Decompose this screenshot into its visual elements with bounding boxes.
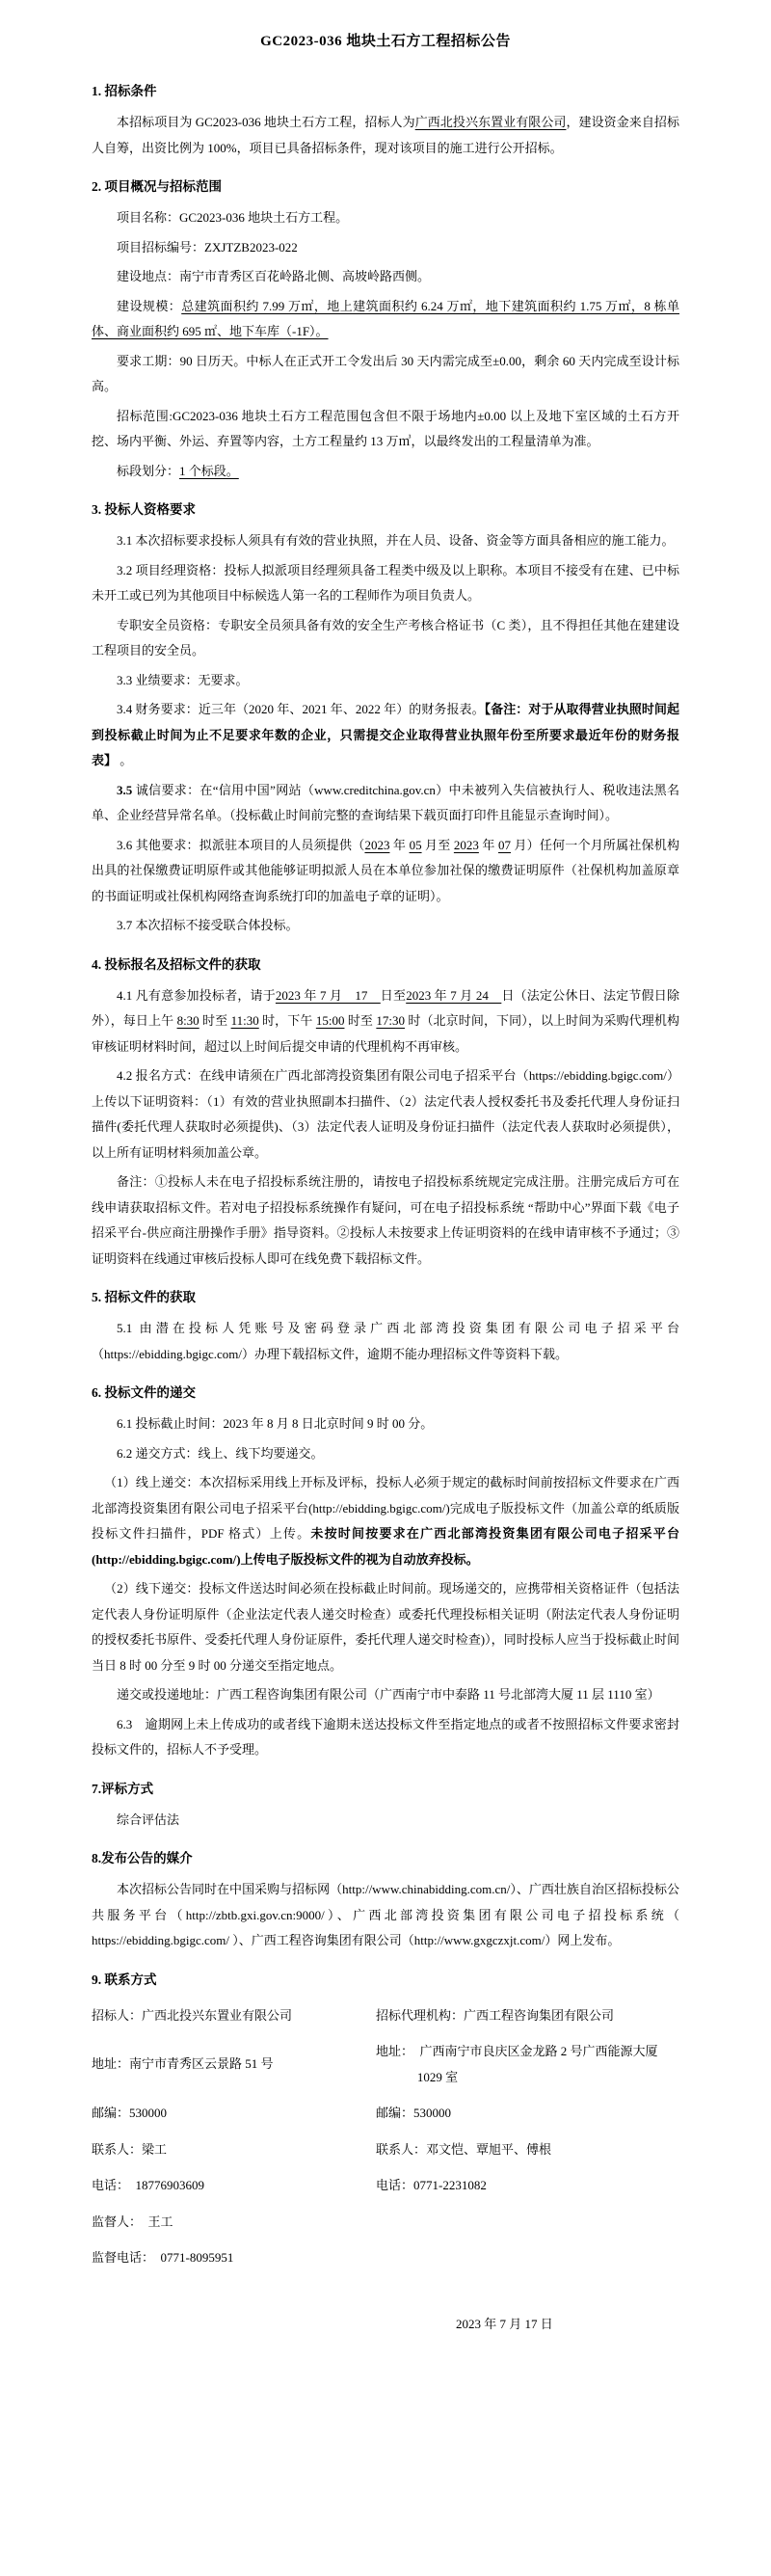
text-run: 3.5 [117, 782, 133, 797]
text-run: 05 [409, 837, 422, 852]
text-run: 2023 年 7 月 24 [406, 987, 502, 1003]
text-run: 3.4 财务要求：近三年（2020 年、2021 年、2022 年）的财务报表。 [117, 702, 485, 716]
paragraph [92, 558, 679, 609]
text-run: 17:30 [376, 1013, 405, 1028]
section-heading [92, 1285, 679, 1310]
paragraph [92, 1169, 679, 1272]
contact-left: 监督电话： 0771-8095951 [92, 2250, 234, 2265]
text-run: 专职安全员资格：专职安全员须具备有效的安全生产考核合格证书（C 类），且不得担任其他在建建设工程项目的安全员。 [92, 617, 679, 657]
contact-right: 电话：0771-2231082 [376, 2178, 487, 2192]
text-run: 日至 [380, 987, 407, 1003]
text-run: 3.6 其他要求：拟派驻本项目的人员须提供（ [117, 837, 365, 852]
contact-row [92, 2101, 679, 2127]
paragraph [92, 1712, 679, 1763]
text-run: 广西北投兴东置业有限公司 [414, 115, 567, 129]
text-run: 建设地点：南宁市青秀区百花岭路北侧、高坡岭路西侧。 [117, 269, 431, 283]
text-run: 6.2 递交方式：线上、线下均要递交。 [117, 1445, 324, 1461]
text-run: 本次招标公告同时在中国采购与招标网（http://www.chinabidding.com.cn/）、广西壮族自治区招标投标公共服务平台（http://zbtb.gxi.gov.cn:9000/）、广西北部湾投资集团有限公司电子招投标系统（ https://ebidding.bgigc.com/ ）、广西工程咨询集团有限公司（http://www.gxgczxjt.com/）网上发布。 [92, 1882, 679, 1947]
section-heading [92, 497, 679, 523]
contact-left: 联系人：梁工 [92, 2141, 168, 2157]
paragraph [92, 833, 679, 910]
paragraph [92, 1441, 679, 1467]
section-heading [92, 953, 679, 978]
text-run: 8.发布公告的媒介 [92, 1851, 193, 1865]
text-run: 3.7 本次招标不接受联合体投标。 [117, 918, 299, 932]
section-heading [92, 174, 679, 200]
text-run: 7.评标方式 [92, 1781, 154, 1796]
section-heading [92, 1968, 679, 1993]
contact-left: 邮编：530000 [92, 2106, 168, 2120]
paragraph [92, 778, 679, 829]
paragraph [92, 1470, 679, 1572]
text-run: 建设规模： [117, 298, 182, 313]
paragraph [92, 1808, 679, 1834]
text-run: 备注：①投标人未在电子招投标系统注册的，请按电子招投标系统规定完成注册。注册完成后方可在线申请获取招标文件。若对电子招投标系统操作有疑问，可在电子招投标系统 “帮助中心”界面下载《电子招采平台-供应商注册操作手册》指导资料。②投标人未按要求上传证明资料的在线申请审核不予通过；③证明资料在线通过审核后投标人即可在线免费下载招标文件。 [92, 1174, 679, 1266]
text-run: 年 [389, 837, 410, 852]
text-run: 5.1 由潜在投标人凭账号及密码登录广西北部湾投资集团有限公司电子招采平台（https://ebidding.bgigc.com/）办理下载招标文件，逾期不能办理招标文件等资料下载。 [92, 1321, 679, 1361]
text-run: 6.1 投标截止时间：2023 年 8 月 8 日北京时间 9 时 00 分。 [117, 1416, 434, 1431]
text-run: 2023 [453, 837, 479, 852]
paragraph [92, 1316, 679, 1367]
paragraph [92, 1682, 679, 1708]
contact-right: 地址： 广西南宁市良庆区金龙路 2 号广西能源大厦 1029 室 [376, 2044, 658, 2084]
text-run: 项目招标编号：ZXJTZB2023-022 [117, 239, 298, 255]
text-run: 月）任何一个月所属社保机构出具的社保缴费证明原件或其他能够证明拟派人员在本单位参加社保的缴费证明原件（社保机构加盖原章的书面证明或社保机构网络查询系统打印的加盖电子章的证明）。 [92, 837, 679, 903]
text-run: 要求工期：90 日历天。中标人在正式开工令发出后 30 天内需完成至±0.00，剩余 60 天内完成至设计标高。 [92, 353, 679, 393]
paragraph [92, 110, 679, 161]
text-run: 6. 投标文件的递交 [92, 1385, 196, 1400]
section-heading [92, 1381, 679, 1406]
text-run: 3.2 项目经理资格：投标人拟派项目经理须具备工程类中级及以上职称。本项目不接受有在建、已中标未开工或已列为其他项目中标候选人第一名的工程师作为项目负责人。 [92, 562, 679, 603]
paragraph [92, 1576, 679, 1678]
text-run: 2. 项目概况与招标范围 [92, 179, 222, 194]
contact-row [92, 2245, 679, 2271]
text-run: （2）线下递交：投标文件送达时间必须在投标截止时间前。现场递交的，应携带相关资格证件（包括法定代表人身份证明原件（企业法定代表人递交时检查）或委托代理投标相关证明（附法定代表人身份证明的授权委托书原件、受委托代理人身份证原件，委托代理人递交时检查)），同时投标人应当于投标截止时间当日 8 时 00 分至 9 时 00 分递交至指定地点。 [92, 1581, 679, 1673]
text-run: 标段划分： [117, 463, 180, 478]
announcement-date: 2023 年 7 月 17 日 [456, 2316, 553, 2331]
paragraph [92, 294, 679, 345]
contact-left: 监督人： 王工 [92, 2214, 173, 2229]
contact-left: 招标人：广西北投兴东置业有限公司 [92, 2007, 293, 2023]
paragraph [92, 349, 679, 400]
contact-row [92, 2003, 679, 2029]
text-run: 8:30 [176, 1013, 199, 1028]
contact-left: 地址：南宁市青秀区云景路 51 号 [92, 2056, 274, 2072]
text-run: 1. 招标条件 [92, 84, 157, 98]
paragraph [92, 1411, 679, 1437]
paragraph [92, 913, 679, 939]
contact-rows [92, 2003, 679, 2271]
text-run: 递交或投递地址：广西工程咨询集团有限公司（广西南宁市中泰路 11 号北部湾大厦 11 层 1110 室） [117, 1687, 660, 1702]
text-run: 3. 投标人资格要求 [92, 502, 196, 517]
text-run: 5. 招标文件的获取 [92, 1290, 196, 1304]
text-run: 4.1 凡有意参加投标者，请于 [117, 987, 276, 1003]
text-run: 11:30 [230, 1013, 259, 1028]
paragraph [92, 528, 679, 554]
contact-row [92, 2210, 679, 2236]
paragraph [92, 205, 679, 231]
text-run: 。 [117, 753, 133, 767]
section-heading [92, 79, 679, 104]
page-title: GC2023-036 地块土石方工程招标公告 [260, 34, 511, 49]
paragraph [92, 459, 679, 485]
contact-right: 邮编：530000 [376, 2106, 452, 2120]
text-run: 时至 [199, 1013, 231, 1028]
contact-row [92, 2137, 679, 2163]
document-blocks [92, 79, 679, 1993]
section-heading [92, 1846, 679, 1871]
text-run: 综合评估法 [117, 1811, 180, 1827]
text-run: 时，下午 [258, 1013, 316, 1028]
contact-row [92, 2039, 679, 2090]
text-run: 总建筑面积约 7.99 万㎡，地上建筑面积约 6.24 万㎡，地下建筑面积约 1.75 万㎡，8 栋单体、商业面积约 695 ㎡、地下车库（-1F）。 [92, 298, 679, 338]
text-run: 15:00 [315, 1013, 345, 1028]
text-run: 4. 投标报名及招标文件的获取 [92, 956, 261, 972]
paragraph [92, 1877, 679, 1954]
text-run: 本招标项目为 GC2023-036 地块土石方工程，招标人为 [117, 115, 415, 129]
paragraph [92, 668, 679, 694]
contact-left: 电话： 18776903609 [92, 2178, 205, 2192]
paragraph [92, 404, 679, 455]
paragraph [92, 697, 679, 774]
text-run: ，建设资金来自招标人自筹，出资比例为 100%，项目已具备招标条件，现对该项目的施工进行公开招标。 [92, 115, 679, 155]
text-run: 诚信要求：在“信用中国”网站（www.creditchina.gov.cn）中未被列入失信被执行人、税收违法黑名单、企业经营异常名单。（投标截止时间前完整的查询结果下载页面打印件且能显示查询时间）。 [92, 782, 679, 822]
text-run: 时（北京时间，下同），以上时间为采购代理机构审核证明材料时间，超过以上时间后提交申请的代理机构不再审核。 [92, 1013, 679, 1054]
text-run: 1 个标段。 [179, 463, 239, 478]
text-run: （1）线上递交：本次招标采用线上开标及评标，投标人必须于规定的截标时间前按招标文件要求在广西北部湾投资集团有限公司电子招采平台(http://ebidding.bgigc.com/)完成电子版投标文件（加盖公章的纸质版投标文件扫描件，PDF 格式）上传。 [92, 1475, 679, 1541]
text-run: 时至 [344, 1013, 377, 1028]
text-run: 项目名称：GC2023-036 地块土石方工程。 [117, 210, 349, 225]
text-run: 2023 年 7 月 17 [275, 987, 381, 1003]
paragraph [92, 613, 679, 664]
text-run: 3.3 业绩要求：无要求。 [117, 672, 249, 687]
text-run: 4.2 报名方式：在线申请须在广西北部湾投资集团有限公司电子招采平台（https://ebidding.bgigc.com/）上传以下证明资料：（1）有效的营业执照副本扫描件、（2）法定代表人授权委托书及委托代理人身份证扫描件(委托代理人获取时必须提供)、（3）法定代表人证明及身份证扫描件（法定代表人获取时必须提供），以上所有证明材料须加盖公章。 [92, 1068, 679, 1160]
text-run: 9. 联系方式 [92, 1972, 157, 1987]
text-run: 月至 [421, 837, 454, 852]
text-run: 未按时间按要求在广西北部湾投资集团有限公司电子招采平台(http://ebidding.bgigc.com/)上传电子版投标文件的视为自动放弃投标。 [92, 1526, 679, 1567]
contact-row [92, 2173, 679, 2199]
text-run: 【备注：对于从取得营业执照时间起到投标截止时间为止不足要求年数的企业，只需提交企业取得营业执照年份至所要求最近年份的财务报表】 [92, 702, 679, 767]
text-run: 日（法定公休日、法定节假日除外），每日上午 [92, 987, 679, 1028]
paragraph [92, 264, 679, 290]
contact-right: 联系人：邓文恺、覃旭平、傅根 [376, 2141, 552, 2157]
contact-right: 招标代理机构：广西工程咨询集团有限公司 [376, 2007, 615, 2023]
section-heading [92, 1777, 679, 1802]
text-run: 招标范围:GC2023-036 地块土石方工程范围包含但不限于场地内±0.00 以上及地下室区域的土石方开挖、场内平衡、外运、弃置等内容，土方工程量约 13 万㎥，以最终发出的工程量清单为准。 [92, 408, 679, 448]
text-run: 6.3 逾期网上未上传成功的或者线下逾期未送达投标文件至指定地点的或者不按照招标文件要求密封投标文件的，招标人不予受理。 [92, 1716, 679, 1757]
text-run: 07 [498, 837, 512, 852]
text-run: 2023 [364, 837, 390, 852]
paragraph [92, 235, 679, 261]
paragraph [92, 983, 679, 1060]
paragraph [92, 1063, 679, 1166]
text-run: 3.1 本次招标要求投标人须具有有效的营业执照，并在人员、设备、资金等方面具备相应的施工能力。 [117, 533, 675, 548]
text-run: 年 [478, 837, 499, 852]
